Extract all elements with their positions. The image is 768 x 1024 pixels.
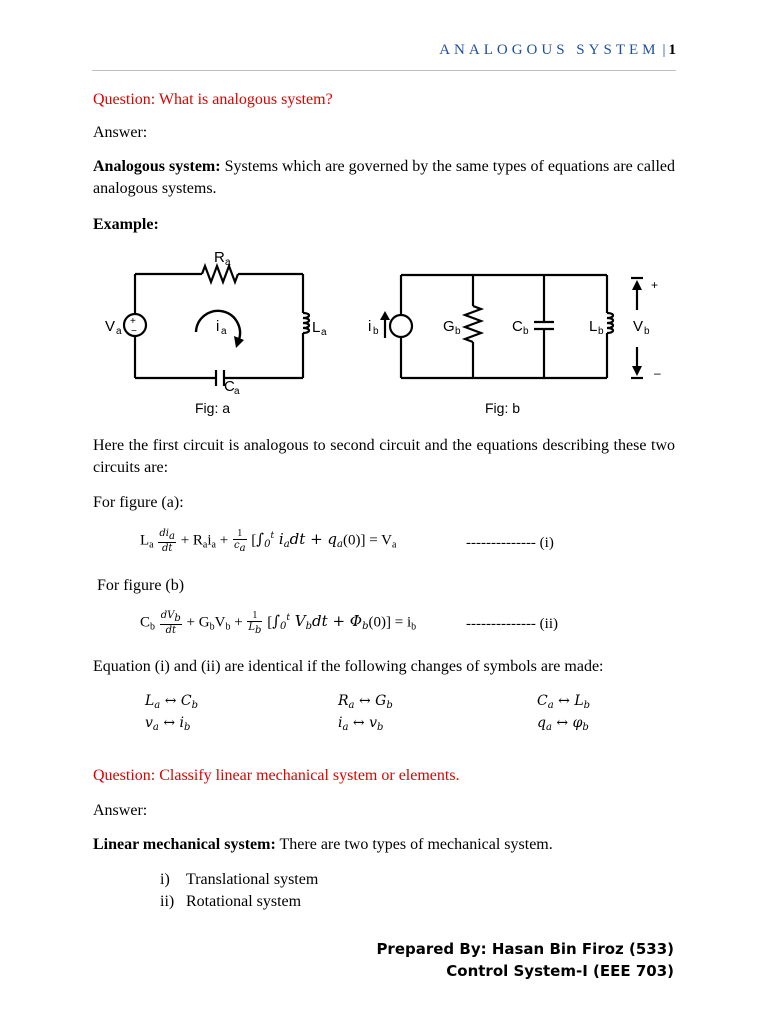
inductor-lb: [607, 313, 613, 333]
svg-text:b: b: [455, 326, 461, 337]
header-rule: [92, 70, 676, 71]
example-label: Example:: [93, 216, 159, 233]
svg-text:b: b: [598, 326, 604, 337]
figure-b-label: For figure (b): [97, 577, 185, 594]
equation-i-tag: -------------- (i): [466, 535, 554, 551]
question-1: Question: What is analogous system?: [93, 91, 333, 108]
mapping-qa-phib: $q_a$ ↔ $\varphi_b$: [537, 715, 589, 733]
svg-text:a: a: [225, 257, 231, 268]
svg-text:+: +: [651, 278, 659, 292]
mapping-ra-gb: $R_a$ ↔ $G_b$: [338, 693, 393, 711]
list-item: i) Translational system: [160, 871, 319, 888]
definition-paragraph: [93, 156, 675, 200]
footer-course: Control System-I (EEE 703): [446, 962, 674, 980]
svg-text:a: a: [221, 326, 227, 337]
question-2: Question: Classify linear mechanical system or elements.: [93, 767, 460, 784]
definition-text: Systems which are governed by the same types of equations are called analogous systems.: [93, 158, 676, 197]
inductor-la: [303, 313, 309, 333]
page-number: 1: [668, 42, 676, 58]
equation-i: $L_a$ $\frac{\text{dia}}{dt}$ + $R_ai_a$ + $\frac{1}{ca}$ [$\int_0^t$ $i_adt + q_a(0)] = V_a$: [140, 528, 397, 554]
svg-text:b: b: [644, 326, 650, 337]
mapping-ia-vb: $i_a$ ↔ $v_b$: [338, 715, 384, 733]
running-header: [0, 42, 676, 59]
caption-fig-b: Fig: b: [485, 400, 521, 416]
conductance-gb: [465, 306, 481, 342]
resistor-ra: [202, 266, 238, 282]
equation-ii-tag: -------------- (ii): [466, 616, 559, 632]
svg-text:b: b: [523, 326, 529, 337]
answer-label-1: Answer:: [93, 124, 148, 141]
mapping-ca-lb: $C_a$ ↔ $L_b$: [537, 693, 591, 711]
svg-text:−: −: [131, 326, 137, 337]
label-ra: R: [214, 249, 225, 266]
mapping-la-cb: $L_a$ ↔ $C_b$: [145, 693, 199, 711]
label-vb: V: [633, 318, 644, 335]
svg-text:a: a: [234, 386, 240, 397]
svg-text:–: –: [654, 366, 661, 380]
label-va: V: [105, 318, 116, 335]
definition-term: Analogous system:: [93, 158, 221, 175]
header-separator: |: [662, 42, 666, 58]
label-ib: i: [368, 318, 372, 335]
svg-text:a: a: [116, 326, 122, 337]
answer-label-2: Answer:: [93, 802, 148, 819]
svg-text:a: a: [321, 327, 327, 338]
header-title: ANALOGOUS SYSTEM: [439, 42, 660, 58]
mechanical-definition: [93, 834, 553, 856]
label-cb: C: [512, 318, 523, 335]
mapping-va-ib: $v_a$ ↔ $i_b$: [145, 715, 191, 733]
footer-author: Prepared By: Hasan Bin Firoz (533): [376, 940, 674, 958]
label-la: L: [312, 319, 321, 336]
label-ca: C: [224, 378, 235, 395]
circuit-figures: [96, 242, 676, 422]
label-lb: L: [589, 318, 598, 335]
svg-text:b: b: [373, 326, 379, 337]
figure-a-label: For figure (a):: [93, 494, 184, 511]
label-ia: i: [216, 318, 220, 335]
list-item: ii) Rotational system: [160, 893, 302, 910]
mechanical-text: There are two types of mechanical system.: [279, 836, 553, 853]
analogy-paragraph: Here the first circuit is analogous to second circuit and the equations describing these two circuits are:: [93, 437, 675, 476]
mechanical-term: Linear mechanical system:: [93, 836, 276, 853]
equation-ii: $C_b$ $\frac{\text{dVb}}{dt}$ + $G_bV_b$ + $\frac{1}{Lb}$ [$\int_0^t$ $V_bdt + \Phi_b(0)] = i_b$: [140, 610, 417, 636]
identical-statement: Equation (i) and (ii) are identical if the following changes of symbols are made:: [93, 658, 604, 675]
svg-text:+: +: [130, 316, 136, 327]
source-ib: [390, 315, 412, 337]
caption-fig-a: Fig: a: [195, 400, 231, 416]
label-gb: G: [443, 318, 455, 335]
